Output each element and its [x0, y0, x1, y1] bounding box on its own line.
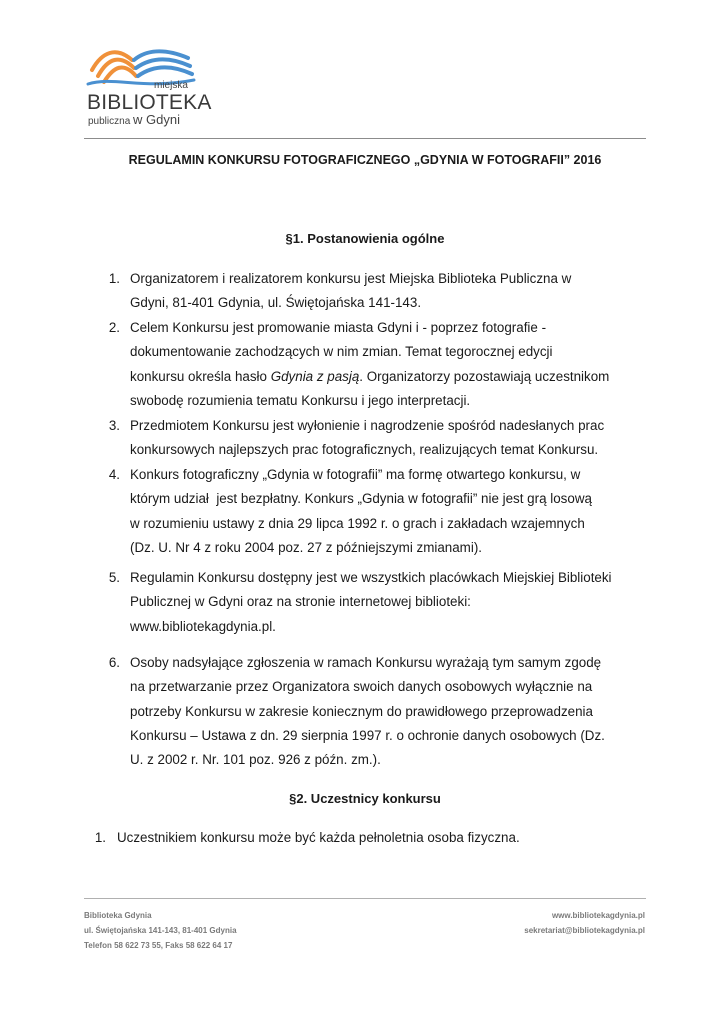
footer-street: ul. Świętojańska 141-143, 81-401 Gdynia: [84, 926, 237, 935]
footer-email-link[interactable]: sekretariat@bibliotekagdynia.pl: [524, 926, 645, 935]
header-divider: [84, 138, 646, 139]
logo-publiczna-text: publiczna: [88, 116, 131, 127]
motto-emphasis: Gdynia z pasją: [270, 368, 360, 384]
library-logo: [84, 40, 212, 130]
footer-library-name: Biblioteka Gdynia: [84, 911, 152, 920]
document-title: REGULAMIN KONKURSU FOTOGRAFICZNEGO „GDYNIA W FOTOGRAFII” 2016: [128, 153, 602, 167]
list-item-line: Przedmiotem Konkursu jest wyłonienie i nagrodzenie spośród nadesłanych prac: [130, 418, 605, 433]
list-item-line: Celem Konkursu jest promowanie miasta Gdyni i - poprzez fotografie -: [130, 320, 547, 335]
list-item-number: 1.: [94, 830, 106, 845]
logo-bottom-line: [88, 113, 180, 127]
list-item-line: Regulamin Konkursu dostępny jest we wszystkich placówkach Miejskiej Biblioteki: [130, 570, 612, 585]
list-item-line: w rozumieniu ustawy z dnia 29 lipca 1992 r. o grach i zakładach wzajemnych: [130, 515, 585, 531]
list-item-number: 1.: [108, 271, 120, 286]
footer-divider: [84, 898, 646, 899]
list-item-line: którym udział jest bezpłatny. Konkurs „Gdynia w fotografii” nie jest grą losową: [130, 491, 592, 507]
list-item-number: 6.: [108, 655, 120, 670]
list-item-line: potrzeby Konkursu w zakresie koniecznym do prawidłowego przeprowadzenia: [130, 703, 593, 719]
list-item-line: U. z 2002 r. Nr. 101 poz. 926 z późn. zm.).: [130, 752, 381, 768]
list-item-line: Gdyni, 81-401 Gdynia, ul. Świętojańska 141-143.: [130, 295, 422, 311]
list-item-line: Publicznej w Gdyni oraz na stronie internetowej biblioteki:: [130, 594, 471, 610]
logo-w-gdyni-text: w Gdyni: [133, 112, 181, 127]
text-segment: konkursu określa hasło: [130, 368, 271, 384]
logo-biblioteka-text: BIBLIOTEKA: [87, 91, 212, 114]
website-link[interactable]: www.bibliotekagdynia.pl.: [130, 618, 276, 634]
list-item-line: konkursowych najlepszych prac fotograficznych, realizujących temat Konkursu.: [130, 442, 599, 458]
footer-address: [84, 908, 237, 953]
footer-website-link[interactable]: www.bibliotekagdynia.pl: [551, 911, 645, 920]
footer-phone: Telefon 58 622 73 55, Faks 58 622 64 17: [84, 941, 233, 950]
list-item-line: Organizatorem i realizatorem konkursu jest Miejska Biblioteka Publiczna w: [130, 271, 572, 286]
list-item-number: 4.: [108, 467, 120, 482]
list-item-number: 3.: [108, 418, 120, 433]
list-item-line: Osoby nadsyłające zgłoszenia w ramach Konkursu wyrażają tym samym zgodę: [130, 655, 602, 670]
text-segment: . Organizatorzy pozostawiają uczestnikom: [359, 368, 610, 384]
list-item-line: Konkursu – Ustawa z dn. 29 sierpnia 1997 r. o ochronie danych osobowych (Dz.: [130, 727, 605, 743]
logo-miejska-text: miejska: [154, 80, 188, 91]
section-2-heading: §2. Uczestnicy konkursu: [289, 791, 441, 806]
list-item-line: na przetwarzanie przez Organizatora swoich danych osobowych wyłącznie na: [130, 679, 593, 695]
section-1-heading: §1. Postanowienia ogólne: [285, 231, 445, 246]
list-item-number: 2.: [108, 320, 120, 335]
list-item-line: dokumentowanie zachodzących w nim zmian. Temat tegorocznej edycji: [130, 344, 553, 360]
list-item-line: Konkurs fotograficzny „Gdynia w fotografii” ma formę otwartego konkursu, w: [130, 467, 581, 482]
list-item-line: swobodę rozumienia tematu Konkursu i jego interpretacji.: [130, 392, 471, 408]
footer-contact: [524, 908, 645, 938]
list-item-number: 5.: [108, 570, 120, 585]
list-item-line: [130, 365, 609, 389]
list-item-line: (Dz. U. Nr 4 z roku 2004 poz. 27 z późniejszymi zmianami).: [130, 539, 482, 555]
list-item-line: Uczestnikiem konkursu może być każda pełnoletnia osoba fizyczna.: [117, 830, 520, 845]
